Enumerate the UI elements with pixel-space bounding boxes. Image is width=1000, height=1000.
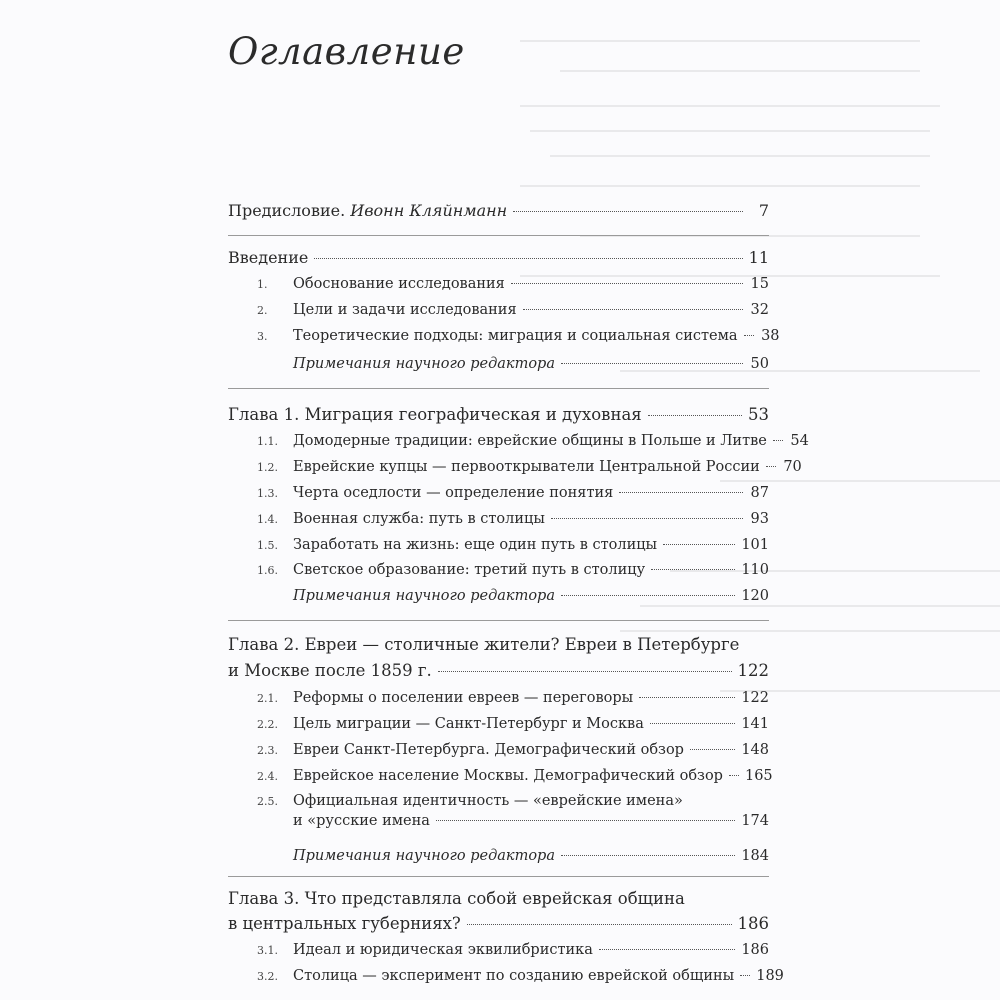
- page-number: 38: [761, 328, 780, 344]
- section-number: 2.3.: [257, 744, 278, 757]
- section-label: Светское образование: третий путь в столицу: [293, 562, 646, 578]
- page-title: Оглавление: [228, 30, 465, 73]
- leader-dots: [729, 775, 739, 776]
- page-number: 174: [741, 813, 769, 829]
- notes-label: Примечания научного редактора: [293, 588, 555, 604]
- section-label: Официальная идентичность — «еврейские имена»: [293, 793, 683, 809]
- section-number: 2.4.: [257, 770, 278, 783]
- page-number: 11: [748, 248, 769, 267]
- chapter-2-title-line-1[interactable]: Глава 2. Евреи — столичные жители? Евреи в Петербурге: [228, 635, 740, 654]
- page-number: 110: [741, 562, 769, 578]
- section-number: 1.4.: [257, 513, 278, 526]
- section-divider: [228, 620, 769, 621]
- toc-entry-notes[interactable]: [293, 847, 769, 865]
- toc-entry-chapter-3[interactable]: [228, 915, 769, 933]
- page-number: 54: [790, 433, 809, 449]
- toc-entry[interactable]: [257, 967, 784, 986]
- preface-label: Предисловие.: [228, 201, 346, 220]
- toc-entry-2-5[interactable]: [293, 812, 769, 830]
- leader-dots: [523, 309, 743, 310]
- page-number: 70: [783, 459, 802, 475]
- page-number: 101: [741, 537, 769, 553]
- leader-dots: [648, 415, 742, 416]
- toc-entry[interactable]: [257, 767, 773, 786]
- section-number: 1.5.: [257, 539, 278, 552]
- leader-dots: [561, 855, 735, 856]
- page-number: 184: [741, 848, 769, 864]
- leader-dots: [513, 211, 743, 212]
- section-label: Черта оседлости — определение понятия: [293, 485, 614, 501]
- toc-entry[interactable]: [257, 941, 769, 960]
- toc-entry-notes[interactable]: [293, 355, 769, 373]
- section-number: 2.: [257, 304, 268, 317]
- leader-dots: [663, 544, 735, 545]
- leader-dots: [650, 723, 735, 724]
- preface-author: Ивонн Кляйнманн: [350, 201, 508, 220]
- section-label: Домодерные традиции: еврейские общины в Польше и Литве: [293, 433, 767, 449]
- page-number: 53: [748, 405, 769, 424]
- notes-label: Примечания научного редактора: [293, 356, 555, 372]
- leader-dots: [619, 492, 743, 493]
- page-number: 122: [737, 661, 769, 680]
- page-number: 120: [741, 588, 769, 604]
- section-label: Цель миграции — Санкт-Петербург и Москва: [293, 716, 644, 732]
- toc-entry[interactable]: [257, 458, 802, 477]
- page-number: 15: [750, 276, 769, 292]
- chapter-label: и Москве после 1859 г.: [228, 661, 432, 680]
- section-number: 2.2.: [257, 718, 278, 731]
- section-divider: [228, 876, 769, 877]
- toc-entry-preface[interactable]: [228, 202, 769, 220]
- toc-entry[interactable]: [257, 275, 769, 294]
- toc-entry-2-5-line-1[interactable]: [257, 792, 769, 811]
- section-label: Реформы о поселении евреев — переговоры: [293, 690, 634, 706]
- toc-entry[interactable]: [257, 741, 769, 760]
- leader-dots: [467, 924, 732, 925]
- leader-dots: [744, 335, 754, 336]
- page-number: 93: [750, 511, 769, 527]
- page-number: 50: [750, 356, 769, 372]
- leader-dots: [766, 466, 776, 467]
- section-number: 2.1.: [257, 692, 278, 705]
- section-label: Военная служба: путь в столицы: [293, 511, 545, 527]
- section-number: 1.2.: [257, 461, 278, 474]
- section-number: 1.1.: [257, 435, 278, 448]
- notes-label: Примечания научного редактора: [293, 848, 555, 864]
- toc-entry[interactable]: [257, 715, 769, 734]
- section-label: и «русские имена: [293, 813, 430, 829]
- toc-entry-chapter-1[interactable]: [228, 406, 769, 424]
- leader-dots: [651, 569, 735, 570]
- section-label: Еврейские купцы — первооткрыватели Центральной России: [293, 459, 760, 475]
- section-label: Еврейское население Москвы. Демографический обзор: [293, 768, 723, 784]
- page-number: 148: [741, 742, 769, 758]
- section-label: Столица — эксперимент по созданию еврейской общины: [293, 968, 735, 984]
- section-number: 1.: [257, 278, 268, 291]
- page-number: 7: [758, 201, 769, 220]
- section-label: Заработать на жизнь: еще один путь в столицы: [293, 537, 658, 553]
- toc-entry[interactable]: [257, 536, 769, 555]
- leader-dots: [773, 440, 783, 441]
- section-number: 1.6.: [257, 564, 278, 577]
- leader-dots: [599, 949, 735, 950]
- section-divider: [228, 235, 769, 236]
- leader-dots: [438, 671, 732, 672]
- leader-dots: [561, 595, 735, 596]
- section-number: 3.2.: [257, 970, 278, 983]
- section-label: Идеал и юридическая эквилибристика: [293, 942, 593, 958]
- leader-dots: [740, 975, 750, 976]
- leader-dots: [690, 749, 735, 750]
- page-number: 141: [741, 716, 769, 732]
- page-number: 122: [741, 690, 769, 706]
- toc-entry[interactable]: [257, 301, 769, 320]
- section-divider: [228, 388, 769, 389]
- leader-dots: [314, 258, 742, 259]
- page-number: 189: [756, 968, 784, 984]
- toc-entry[interactable]: [257, 689, 769, 708]
- leader-dots: [511, 283, 743, 284]
- toc-entry-chapter-2[interactable]: [228, 662, 769, 680]
- section-label: Обоснование исследования: [293, 276, 505, 292]
- toc-entry[interactable]: [257, 510, 769, 529]
- section-number: 3.1.: [257, 944, 278, 957]
- section-label: Теоретические подходы: миграция и социальная система: [293, 328, 738, 344]
- leader-dots: [561, 363, 743, 364]
- leader-dots: [551, 518, 743, 519]
- toc-entry-notes[interactable]: [293, 587, 769, 605]
- chapter-label: Глава 1. Миграция географическая и духовная: [228, 405, 642, 424]
- page-number: 32: [750, 302, 769, 318]
- toc-entry-intro[interactable]: [228, 249, 769, 267]
- leader-dots: [639, 697, 735, 698]
- toc-entry[interactable]: [257, 561, 769, 580]
- toc-entry[interactable]: [257, 327, 780, 346]
- section-number: 3.: [257, 330, 268, 343]
- page-number: 165: [744, 768, 773, 784]
- intro-label: Введение: [228, 248, 309, 267]
- leader-dots: [436, 820, 735, 821]
- toc-entry[interactable]: [257, 484, 769, 503]
- chapter-3-title-line-1[interactable]: Глава 3. Что представляла собой еврейская община: [228, 889, 685, 908]
- section-label: Евреи Санкт-Петербурга. Демографический обзор: [293, 742, 684, 758]
- chapter-label: в центральных губерниях?: [228, 914, 461, 933]
- section-number: 1.3.: [257, 487, 278, 500]
- section-label: Цели и задачи исследования: [293, 302, 517, 318]
- page-number: 186: [737, 914, 769, 933]
- section-number: 2.5.: [257, 795, 278, 808]
- toc-entry[interactable]: [257, 432, 809, 451]
- page-number: 87: [750, 485, 769, 501]
- page-number: 186: [741, 942, 769, 958]
